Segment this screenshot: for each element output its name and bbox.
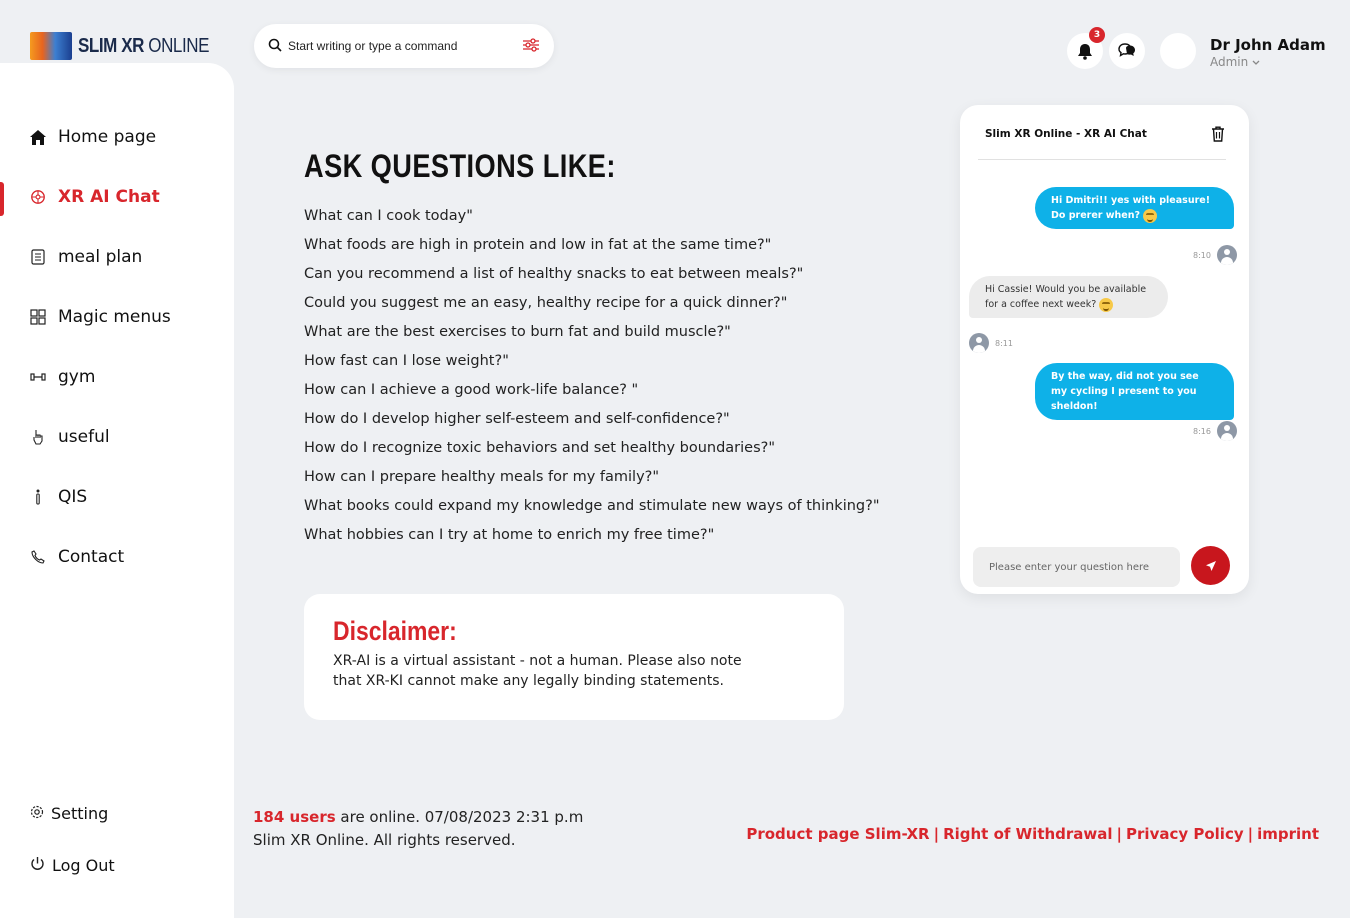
question-item[interactable]: What can I cook today" — [304, 208, 473, 224]
disclaimer-title: Disclaimer: — [333, 616, 457, 646]
message-bubble-incoming: Hi Cassie! Would you be available for a coffee next week? — [969, 276, 1168, 318]
logo-mark-icon — [30, 32, 72, 60]
sidebar-item-contact[interactable] — [30, 547, 124, 567]
chat-panel — [960, 105, 1249, 594]
gear-icon — [30, 804, 44, 823]
question-item[interactable]: What foods are high in protein and low in fat at the same time?" — [304, 237, 772, 253]
sidebar-item-label: Home page — [58, 127, 157, 147]
chat-input[interactable] — [973, 547, 1180, 587]
user-avatar-icon — [1217, 421, 1237, 441]
user-avatar-icon — [1217, 245, 1237, 265]
right-of-withdrawal-link[interactable]: Right of Withdrawal — [943, 825, 1113, 843]
sidebar-item-label: Magic menus — [58, 307, 171, 327]
notebook-icon — [30, 249, 46, 265]
phone-icon — [30, 549, 46, 565]
online-status-text: are online. 07/08/2023 2:31 p.m — [335, 808, 584, 826]
question-item[interactable]: How fast can I lose weight?" — [304, 353, 509, 369]
send-button[interactable] — [1191, 546, 1230, 585]
message-bubble-outgoing: Hi Dmitri!! yes with pleasure! Do prerer when? — [1035, 187, 1234, 229]
sidebar-item-useful[interactable] — [30, 427, 110, 447]
message-time: 8:11 — [995, 338, 1013, 348]
disclaimer-card — [304, 594, 844, 720]
home-icon — [30, 129, 46, 145]
sidebar-item-label: Contact — [58, 547, 125, 567]
product-page-link[interactable]: Product page Slim-XR — [746, 825, 930, 843]
user-role: Admin — [1210, 55, 1249, 69]
imprint-link[interactable]: imprint — [1257, 825, 1319, 843]
logout-label: Log Out — [52, 856, 115, 875]
notifications-button[interactable] — [1067, 30, 1103, 69]
sidebar-item-label: useful — [58, 427, 110, 447]
avatar[interactable] — [1160, 33, 1196, 69]
user-role-dropdown[interactable] — [1210, 55, 1260, 69]
sidebar-item-gym[interactable] — [30, 367, 95, 387]
sidebar-item-label: meal plan — [58, 247, 143, 267]
footer-links: Product page Slim-XR | Right of Withdrawal | Privacy Policy | imprint — [746, 825, 1319, 843]
chat-title: Slim XR Online - XR AI Chat — [985, 128, 1147, 140]
chevron-down-icon — [1252, 60, 1260, 66]
online-users-count: 184 users — [253, 808, 336, 826]
settings-button[interactable] — [30, 804, 108, 823]
message-meta — [1193, 245, 1237, 265]
question-item[interactable]: How can I prepare healthy meals for my family?" — [304, 469, 660, 485]
messages-button[interactable] — [1109, 33, 1145, 69]
active-indicator — [0, 182, 4, 216]
disclaimer-text: XR-AI is a virtual assistant - not a human. Please also note that XR-KI cannot make any legally binding statements. — [333, 653, 742, 689]
question-item[interactable]: How do I develop higher self-esteem and self-confidence?" — [304, 411, 730, 427]
question-item[interactable]: What are the best exercises to burn fat and build muscle?" — [304, 324, 731, 340]
footer-status — [253, 806, 583, 852]
search-bar[interactable] — [254, 24, 554, 68]
copyright-text: Slim XR Online. All rights reserved. — [253, 831, 516, 849]
chat-bubbles-icon — [1118, 43, 1136, 59]
filter-icon[interactable] — [522, 37, 540, 56]
send-icon — [1205, 560, 1217, 572]
hand-pointer-icon — [30, 429, 46, 445]
sidebar-item-label: gym — [58, 367, 96, 387]
sidebar-item-qis[interactable] — [30, 487, 87, 507]
user-avatar-icon — [969, 333, 989, 353]
info-icon — [30, 489, 46, 505]
user-name[interactable]: Dr John Adam — [1210, 36, 1326, 54]
sidebar-item-xr-ai-chat[interactable] — [30, 187, 160, 207]
search-icon — [268, 37, 282, 56]
logout-button[interactable] — [30, 856, 115, 875]
bell-icon — [1077, 43, 1093, 60]
message-bubble-outgoing: By the way, did not you see my cycling I present to you sheldon! — [1035, 363, 1234, 420]
question-item[interactable]: What books could expand my knowledge and stimulate new ways of thinking?" — [304, 498, 880, 514]
grinning-emoji-icon — [1143, 209, 1157, 223]
sidebar-item-label: XR AI Chat — [58, 187, 160, 207]
sidebar-item-label: QIS — [58, 487, 88, 507]
privacy-policy-link[interactable]: Privacy Policy — [1126, 825, 1244, 843]
sidebar-item-magic-menus[interactable] — [30, 307, 171, 327]
message-meta — [1193, 421, 1237, 441]
sidebar-item-meal-plan[interactable] — [30, 247, 142, 267]
grinning-emoji-icon — [1099, 298, 1113, 312]
sidebar-item-home-page[interactable] — [30, 127, 156, 147]
notification-badge: 3 — [1089, 27, 1105, 43]
question-item[interactable]: What hobbies can I try at home to enrich my free time?" — [304, 527, 715, 543]
brand-logo[interactable] — [30, 32, 232, 60]
chat-divider — [978, 159, 1226, 160]
logo-text: SLIM XR ONLINE — [78, 34, 210, 57]
brain-icon — [30, 189, 46, 205]
message-time: 8:16 — [1193, 426, 1211, 436]
dumbbell-icon — [30, 369, 46, 385]
page-title: ASK QUESTIONS LIKE: — [304, 148, 616, 184]
question-item[interactable]: How can I achieve a good work-life balance? " — [304, 382, 639, 398]
message-meta — [969, 333, 1013, 353]
trash-icon[interactable] — [1211, 126, 1225, 146]
grid-icon — [30, 309, 46, 325]
settings-label: Setting — [51, 804, 109, 823]
question-list — [304, 205, 879, 553]
search-input[interactable] — [288, 39, 522, 53]
question-item[interactable]: How do I recognize toxic behaviors and set healthy boundaries?" — [304, 440, 776, 456]
question-item[interactable]: Can you recommend a list of healthy snacks to eat between meals?" — [304, 266, 804, 282]
power-icon — [30, 856, 45, 875]
question-item[interactable]: Could you suggest me an easy, healthy recipe for a quick dinner?" — [304, 295, 788, 311]
message-time: 8:10 — [1193, 250, 1211, 260]
